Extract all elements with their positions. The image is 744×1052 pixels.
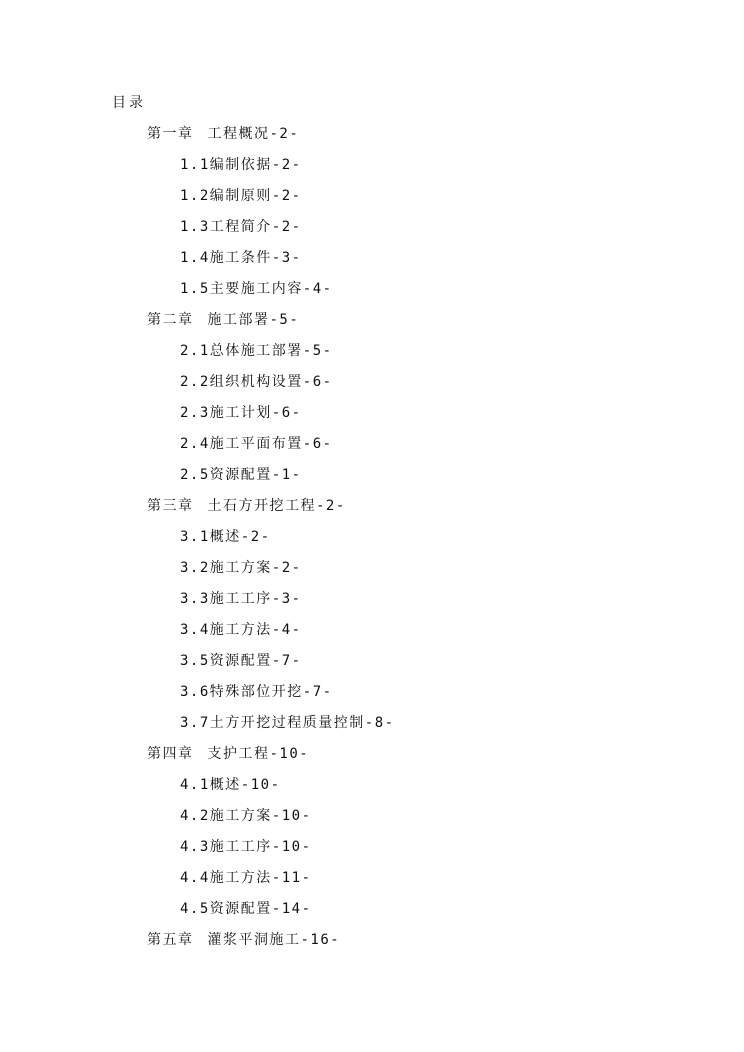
toc-section-entry[interactable] — [0, 434, 744, 465]
toc-section-entry[interactable] — [0, 372, 744, 403]
toc-title: 目录 — [112, 95, 146, 111]
toc-entry-text: 3.3施工工序-3- — [180, 591, 302, 607]
toc-section-entry[interactable] — [0, 527, 744, 558]
toc-entry-text: 1.4施工条件-3- — [180, 250, 302, 266]
toc-entry-text: 1.2编制原则-2- — [180, 188, 302, 204]
toc-section-entry[interactable] — [0, 155, 744, 186]
toc-entry-text: 3.1概述-2- — [180, 529, 271, 545]
toc-section-entry[interactable] — [0, 806, 744, 837]
toc-chapter-entry[interactable] — [0, 930, 744, 961]
toc-entry-text: 2.1总体施工部署-5- — [180, 343, 333, 359]
toc-entry-text: 施工部署-5- — [207, 312, 300, 328]
toc-entry-text: 3.5资源配置-7- — [180, 653, 302, 669]
toc-list — [0, 124, 744, 961]
toc-chapter-number: 第一章 — [147, 126, 194, 142]
toc-section-entry[interactable] — [0, 837, 744, 868]
toc-entry-text: 1.5主要施工内容-4- — [180, 281, 333, 297]
toc-section-entry[interactable] — [0, 775, 744, 806]
toc-chapter-number: 第三章 — [147, 498, 194, 514]
toc-entry-text: 支护工程-10- — [207, 746, 310, 762]
toc-entry-text: 4.3施工工序-10- — [180, 839, 312, 855]
toc-section-entry[interactable] — [0, 899, 744, 930]
toc-chapter-entry[interactable] — [0, 124, 744, 155]
toc-section-entry[interactable] — [0, 713, 744, 744]
toc-section-entry[interactable] — [0, 403, 744, 434]
toc-chapter-number: 第五章 — [147, 932, 194, 948]
toc-section-entry[interactable] — [0, 651, 744, 682]
toc-section-entry[interactable] — [0, 279, 744, 310]
toc-entry-text: 4.5资源配置-14- — [180, 901, 312, 917]
toc-section-entry[interactable] — [0, 465, 744, 496]
toc-chapter-entry[interactable] — [0, 744, 744, 775]
toc-entry-text: 4.4施工方法-11- — [180, 870, 312, 886]
toc-entry-text: 1.1编制依据-2- — [180, 157, 302, 173]
toc-entry-text: 2.4施工平面布置-6- — [180, 436, 333, 452]
toc-section-entry[interactable] — [0, 558, 744, 589]
toc-entry-text: 4.1概述-10- — [180, 777, 281, 793]
toc-chapter-number: 第二章 — [147, 312, 194, 328]
toc-chapter-entry[interactable] — [0, 310, 744, 341]
toc-entry-text: 2.5资源配置-1- — [180, 467, 302, 483]
toc-entry-text: 3.4施工方法-4- — [180, 622, 302, 638]
toc-chapter-number: 第四章 — [147, 746, 194, 762]
toc-entry-text: 3.7土方开挖过程质量控制-8- — [180, 715, 395, 731]
toc-section-entry[interactable] — [0, 186, 744, 217]
toc-section-entry[interactable] — [0, 682, 744, 713]
toc-entry-text: 3.2施工方案-2- — [180, 560, 302, 576]
toc-section-entry[interactable] — [0, 868, 744, 899]
toc-entry-text: 1.3工程简介-2- — [180, 219, 302, 235]
toc-entry-text: 4.2施工方案-10- — [180, 808, 312, 824]
toc-section-entry[interactable] — [0, 589, 744, 620]
toc-entry-text: 2.3施工计划-6- — [180, 405, 302, 421]
toc-entry-text: 3.6特殊部位开挖-7- — [180, 684, 333, 700]
toc-section-entry[interactable] — [0, 620, 744, 651]
toc-section-entry[interactable] — [0, 248, 744, 279]
toc-entry-text: 2.2组织机构设置-6- — [180, 374, 333, 390]
toc-entry-text: 灌浆平洞施工-16- — [207, 932, 341, 948]
toc-entry-text: 土石方开挖工程-2- — [207, 498, 346, 514]
toc-chapter-entry[interactable] — [0, 496, 744, 527]
toc-section-entry[interactable] — [0, 341, 744, 372]
toc-entry-text: 工程概况-2- — [207, 126, 300, 142]
toc-section-entry[interactable] — [0, 217, 744, 248]
